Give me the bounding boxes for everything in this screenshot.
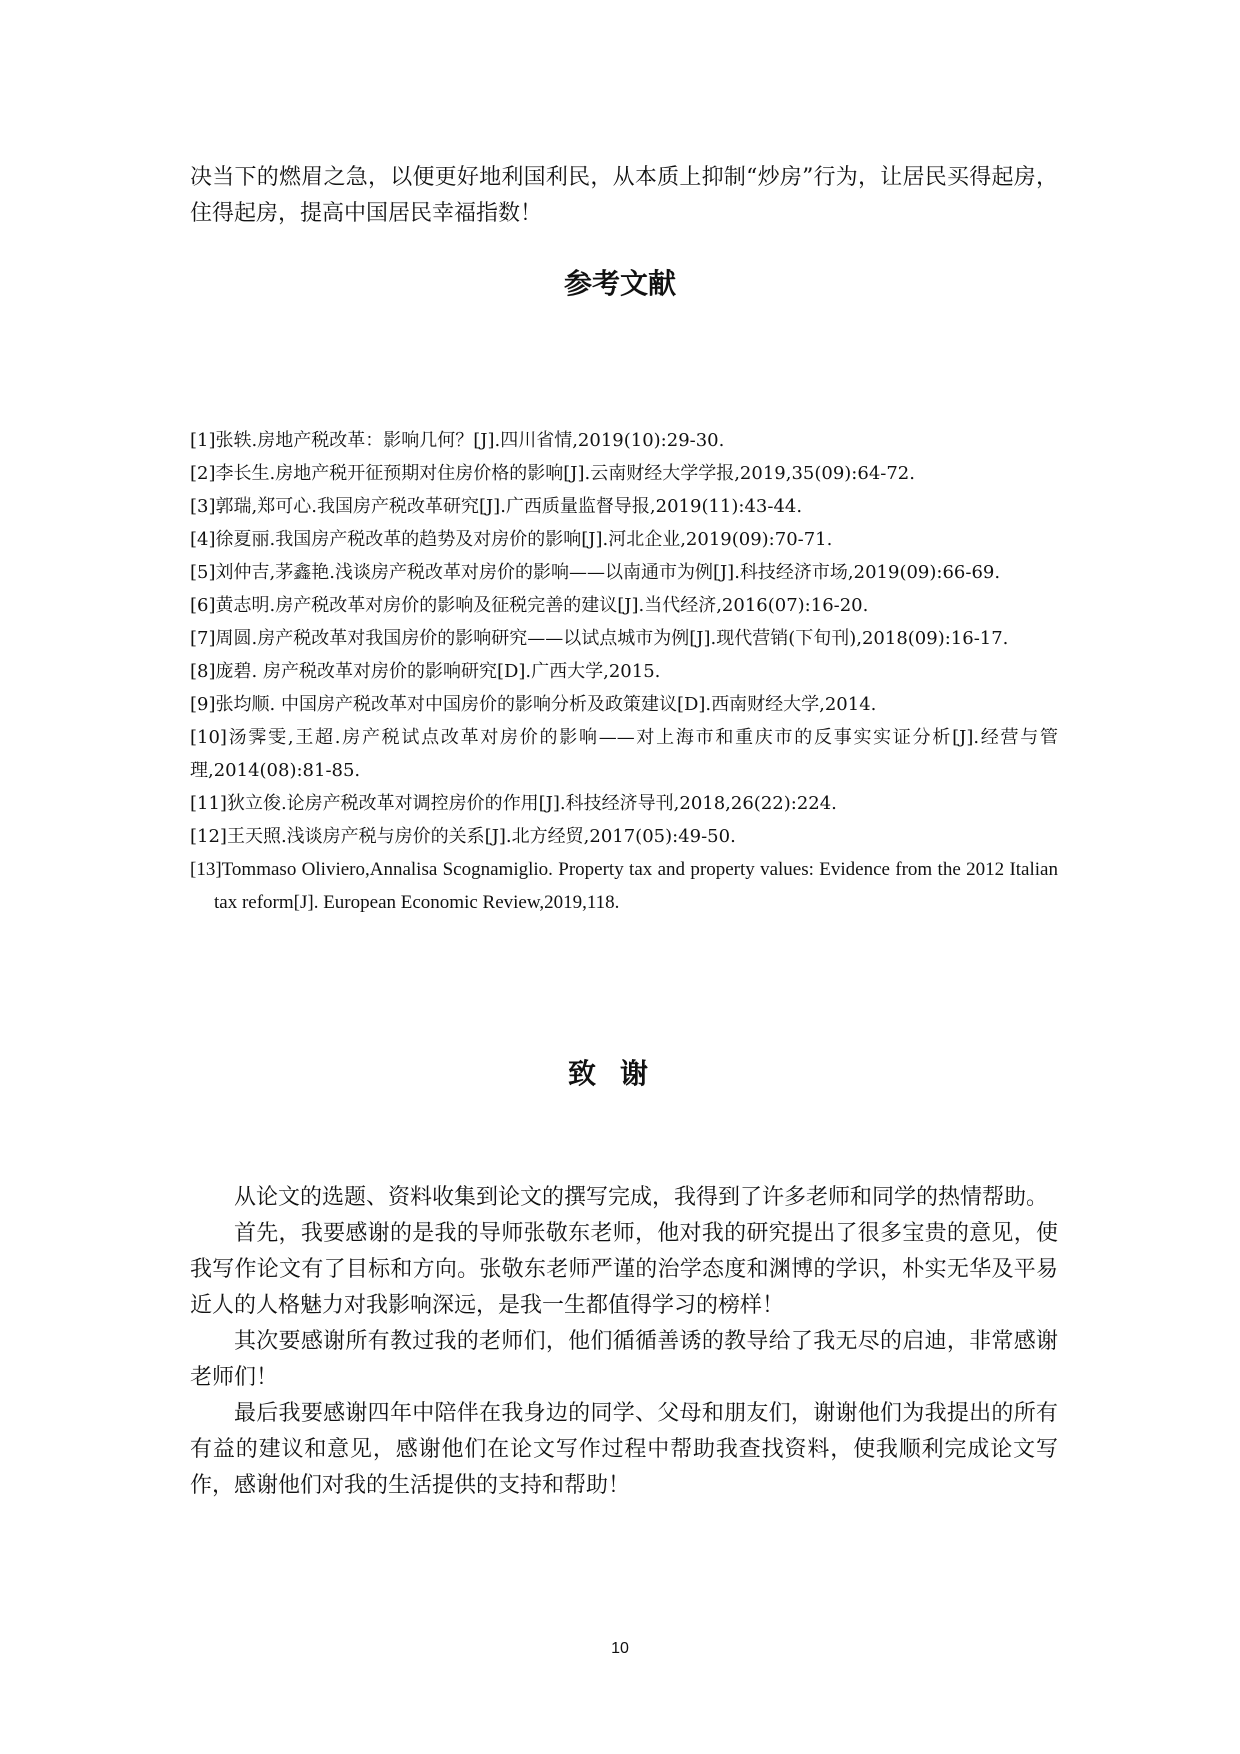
reference-item: [9]张均顺. 中国房产税改革对中国房价的影响分析及政策建议[D].西南财经大学,2014. — [190, 694, 877, 715]
ack-paragraph: 从论文的选题、资料收集到论文的撰写完成，我得到了许多老师和同学的热情帮助。 — [234, 1185, 1049, 1210]
reference-item: [4]徐夏丽.我国房产税改革的趋势及对房价的影响[J].河北企业,2019(09):70-71. — [190, 529, 833, 550]
page-number: 10 — [611, 1640, 629, 1657]
reference-item: [7]周圆.房产税改革对我国房价的影响研究——以试点城市为例[J].现代营销(下旬刊),2018(09):16-17. — [190, 628, 1009, 649]
reference-item: [6]黄志明.房产税改革对房价的影响及征税完善的建议[J].当代经济,2016(07):16-20. — [190, 595, 869, 616]
reference-list — [190, 424, 1058, 919]
ack-paragraph: 其次要感谢所有教过我的老师们，他们循循善诱的教导给了我无尽的启迪，非常感谢老师们！ — [190, 1329, 1058, 1390]
intro-paragraph: 决当下的燃眉之急，以便更好地利国利民，从本质上抑制“炒房”行为，让居民买得起房，住得起房，提高中国居民幸福指数！ — [190, 165, 1058, 226]
reference-item: [13]Tommaso Oliviero,Annalisa Scognamiglio. Property tax and property values: Evidence from the 2012 Italian tax reform[J]. European Economic Review,2019,118. — [190, 859, 1058, 913]
reference-item: [1]张轶.房地产税改革：影响几何？[J].四川省情,2019(10):29-30. — [190, 430, 725, 451]
reference-item: [11]狄立俊.论房产税改革对调控房价的作用[J].科技经济导刊,2018,26(22):224. — [190, 793, 837, 814]
reference-item: [10]汤霁雯,王超.房产税试点改革对房价的影响——对上海市和重庆市的反事实实证分析[J].经营与管理,2014(08):81-85. — [190, 727, 1058, 781]
reference-item: [2]李长生.房地产税开征预期对住房价格的影响[J].云南财经大学学报,2019,35(09):64-72. — [190, 463, 915, 484]
reference-item: [12]王天照.浅谈房产税与房价的关系[J].北方经贸,2017(05):49-50. — [190, 826, 736, 847]
acknowledgement-body — [190, 1180, 1058, 1504]
references-heading: 参考文献 — [563, 267, 676, 300]
ack-paragraph: 首先，我要感谢的是我的导师张敬东老师，他对我的研究提出了很多宝贵的意见，使我写作论文有了目标和方向。张敬东老师严谨的治学态度和渊博的学识，朴实无华及平易近人的人格魅力对我影响深远，是我一生都值得学习的榜样！ — [190, 1221, 1058, 1318]
reference-item: [8]庞碧. 房产税改革对房价的影响研究[D].广西大学,2015. — [190, 661, 661, 682]
acknowledgement-heading: 致谢 — [567, 1057, 672, 1090]
reference-item: [5]刘仲吉,茅鑫艳.浅谈房产税改革对房价的影响——以南通市为例[J].科技经济市场,2019(09):66-69. — [190, 562, 1001, 583]
reference-item: [3]郭瑞,郑可心.我国房产税改革研究[J].广西质量监督导报,2019(11):43-44. — [190, 496, 803, 517]
ack-paragraph: 最后我要感谢四年中陪伴在我身边的同学、父母和朋友们，谢谢他们为我提出的所有有益的建议和意见，感谢他们在论文写作过程中帮助我查找资料，使我顺利完成论文写作，感谢他们对我的生活提供的支持和帮助！ — [190, 1401, 1058, 1498]
